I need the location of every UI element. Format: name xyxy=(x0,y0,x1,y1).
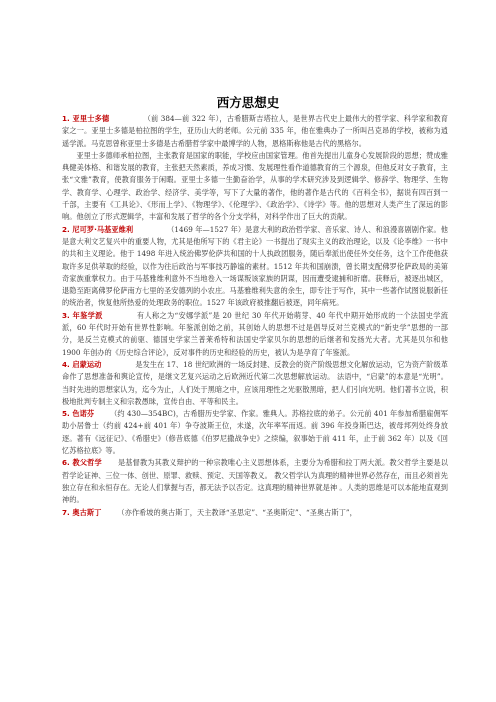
section-6-first-paragraph xyxy=(62,457,448,506)
section-2-first-paragraph xyxy=(62,224,448,310)
paragraph-text: 有人称之为“安娜学派”是 20 世纪 30 年代开始萌芽、40 年代中期开始形成的一个法国史学流派，60 年代时开始有世界性影响。年鉴派创始之前，其创始人的思想不过是倡导反对兰克模式的“新史学”思想的一部分，是反兰克模式的前驱、德国史学家兰普莱希特和法国史学家贝尔的思想的后继者和发扬光大者。尤其是贝尔和他 1900 年创办的《历史综合评论》，反对事件的历史和经验的历史，被认为是孕育了年鉴派。 xyxy=(62,310,448,357)
paragraph-text: （约 430—354BC)，古希腊历史学家、作家。雅典人。苏格拉底的弟子。公元前 401 年参加希腊雇佣军助小居鲁士（约前 424+前 401 年）争夺波斯王位，未遂，次年率军而返。前 396 年投身斯巴达，被母邦列处终身放逐。著有《远征记》、《希腊史》（修昔底德《伯罗尼撒战争史》之续编，叙事始于前 411 年，止于前 362 年）以及《回忆苏格拉底》等。 xyxy=(62,409,448,456)
paragraph-text: 是基督教为其教义辩护的一种宗教唯心主义思想体系，主要分为希腊和拉丁两大派。教父哲学主要是以哲学论证神、三位一体、创世、原罪、救赎、预定、天国等教义。 教父哲学认为真理的精神世界必然存在，而且必须首先独立存在和永恒存在。无论人们掌握与否，都无法予以否定。这真理的精神世界就是神 。人类的思维是可以本能地直观到神的。 xyxy=(62,458,448,505)
paragraph-text: （前 384—前 322 年），古希腊斯吉塔拉人，是世界古代史上最伟大的哲学家、科学家和教育家之一。亚里士多德是柏拉图的学生，亚历山大的老师。公元前 335 年，他在雅典办了一所叫吕克昂的学校，被称为逍遥学派。马克思曾称亚里士多德是古希腊哲学家中最博学的人物，恩格斯称他是古代的黑格尔。 xyxy=(62,114,448,148)
paragraph-text: （1469 年—1527 年）是意大利的政治哲学家、音乐家、诗人、和浪漫喜剧剧作家。他是意大利文艺复兴中的重要人物，尤其是他所写下的《君主论》一书提出了现实主义的政治理论，以及《论李维》一书中的共和主义理论。他于 1498 年进入统治佛罗伦萨共和国的十人执政团服务，随后奉派出使任外交任务，这个工作使他获取许多足供萃取的经验，以作为往后政治与军事技巧静谧的素材。1512 年共和国崩溃，曾长期支配佛罗伦萨政局的美第奇家族重掌权力。由于马基雅维利意外不当地卷入一场谋叛该家族的阴谋，因而遭受逮捕和折磨。获释后，被逐出城区，退隐至距离佛罗伦萨南方七里的圣安德列的小农庄。马基雅维利失意的余生，即专注于写作，其中一些著作试图说服新任的统治者，恢复他所热爱的处理政务的职位。1527 年该政府被推翻后被逐，同年病死。 xyxy=(62,224,448,308)
section-3-first-paragraph xyxy=(62,310,448,359)
section-heading: 7. 奥古斯丁 xyxy=(62,507,102,517)
document-body xyxy=(62,113,448,519)
section-heading: 1. 亚里士多德 xyxy=(62,114,110,123)
section-heading: 4. 启蒙运动 xyxy=(62,359,102,369)
paragraph-text: （亦作希坡的奥古斯丁，天主教译“圣思定”、“圣奥斯定”、“圣奥古斯丁”， xyxy=(117,507,357,517)
section-5-first-paragraph xyxy=(62,408,448,457)
page-title: 西方思想史 xyxy=(216,95,280,110)
paragraph: 亚里士多德师承柏拉图，主张教育是国家的职能，学校应由国家管理。他首先提出儿童身心发展阶段的思想；赞成雅典健美体格、和谐发展的教育，主张把天然素质，养成习惯、发展理性看作道德教育的三个源泉，但他反对女子教育，主张“文雅”教育，使教育服务于闲暇。亚里士多德一生勤奋治学，从事的学术研究涉及到逻辑学、修辞学、物理学、生物学、教育学、心理学、政治学、经济学、美学等，写下了大量的著作，他的著作是古代的《百科全书》，据说有四百到一千部，主要有《工具论》、《形而上学》、《物理学》、《伦理学》、《政治学》、《诗学》等。他的思想对人类产生了深远的影响。他创立了形式逻辑学，丰富和发展了哲学的各个分支学科，对科学作出了巨大的贡献。 xyxy=(62,150,448,222)
paragraph-text: 是发生在 17、18 世纪欧洲的一场反封建、反教会的资产阶级思想文化解放运动，它为资产阶级革命作了思想准备和舆论宣传，是继文艺复兴运动之后欧洲近代第二次思想解放运动。 法语中，“启蒙”的本意是“光明”。当时先进的思想家认为，迄今为止，人们处于黑暗之中，应该用理性之光驱散黑暗，把人们引向光明。他们著书立说，积极地批判专制主义和宗教愚昧，宣传自由、平等和民主。 xyxy=(62,359,449,406)
section-heading: 6. 教父哲学 xyxy=(62,458,102,468)
section-7-first-paragraph xyxy=(62,507,448,519)
section-heading: 2. 尼可罗·马基亚维利 xyxy=(62,224,134,234)
section-4-first-paragraph xyxy=(62,359,448,408)
section-1-first-paragraph xyxy=(62,113,448,150)
section-heading: 5. 色诺芬 xyxy=(62,409,95,419)
section-heading: 3. 年鉴学派 xyxy=(62,310,103,320)
